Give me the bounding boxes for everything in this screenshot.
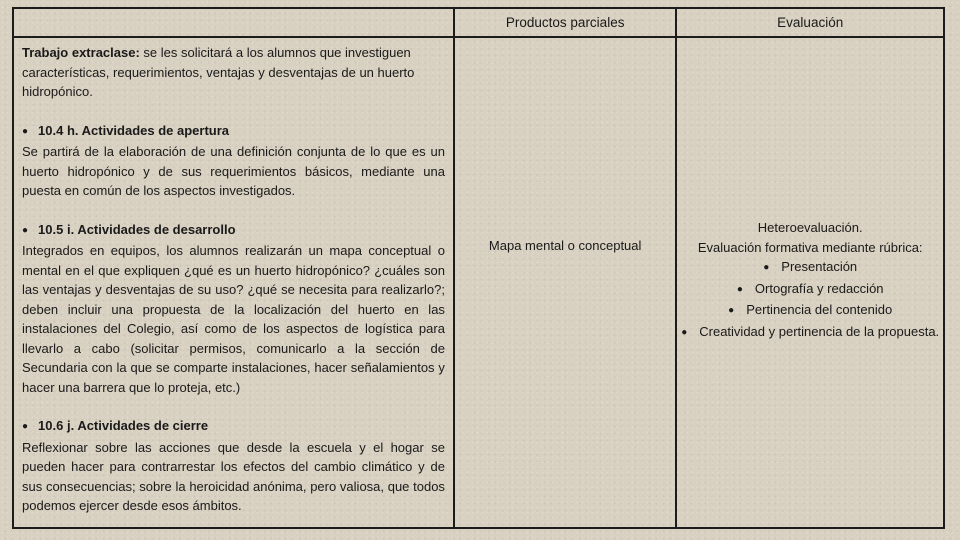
bullet-icon: ●	[22, 421, 29, 432]
bullet-icon: ●	[22, 125, 29, 137]
bullet-icon: ●	[728, 305, 735, 316]
table-row	[13, 37, 944, 528]
trabajo-label: Trabajo extraclase:	[22, 45, 140, 60]
section-cierre-title: ● 10.6 j. Actividades de cierre	[22, 418, 209, 433]
section-cierre-text: Reflexionar sobre las acciones que desde la escuela y el hogar se pueden hacer para contrarrestar los efectos del cambio climático y de sus consecuencias; sobre la heroicidad anónima, pero valiosa, que todos podemos ejercer desde esos ámbitos.	[22, 439, 445, 513]
evaluacion-item: ● Presentación	[763, 259, 858, 274]
trabajo-text: se les solicitará a los alumnos que investiguen características, requerimientos, ventajas y desventajas de un huerto hidropónico.	[22, 45, 415, 99]
producto-cell	[454, 37, 676, 528]
section-apertura-text: Se partirá de la elaboración de una definición conjunta de lo que es un huerto hidropónico y de sus requerimientos básicos, mediante una puesta en común de los aspectos investigados.	[22, 144, 445, 198]
section-desarrollo-text: Integrados en equipos, los alumnos realizarán un mapa conceptual o mental en el que expliquen ¿qué es un huerto hidropónico? ¿cuáles son las ventajas y desventajas de su uso? ¿qué se necesita para realizarlo?; deben incluir una propuesta de la localización del huerto en las instalaciones del Colegio, así como de los aspectos de logística para llevarlo a cabo (solicitar permisos, comunicarlo a la sección de Secundaria con la que se comparte instalaciones, hacer señalamientos y hacer una barrera que lo proteja, etc.)	[22, 243, 445, 395]
evaluacion-item: ● Pertinencia del contenido	[728, 302, 893, 317]
evaluacion-item: ● Creatividad y pertinencia de la propuesta.	[681, 323, 940, 339]
table-header-row	[13, 8, 944, 37]
header-blank	[13, 8, 454, 37]
evaluacion-line2: Evaluación formativa mediante rúbrica:	[697, 239, 923, 255]
section-desarrollo-title: ● 10.5 i. Actividades de desarrollo	[22, 221, 236, 237]
evaluacion-cell	[676, 37, 944, 528]
trabajo-extraclase	[22, 43, 445, 102]
header-productos-parciales: Productos parciales	[454, 8, 676, 37]
bullet-icon: ●	[22, 224, 29, 236]
bullet-icon: ●	[736, 283, 743, 295]
evaluacion-line1: Heteroevaluación.	[757, 220, 863, 235]
planning-table	[12, 7, 945, 529]
header-evaluacion: Evaluación	[676, 8, 944, 37]
bullet-icon: ●	[763, 262, 770, 273]
bullet-icon: ●	[681, 326, 688, 338]
activities-cell	[13, 37, 454, 528]
section-apertura-title: ● 10.4 h. Actividades de apertura	[22, 122, 230, 138]
evaluacion-item: ● Ortografía y redacción	[736, 280, 884, 296]
producto-text: Mapa mental o conceptual	[488, 238, 642, 253]
